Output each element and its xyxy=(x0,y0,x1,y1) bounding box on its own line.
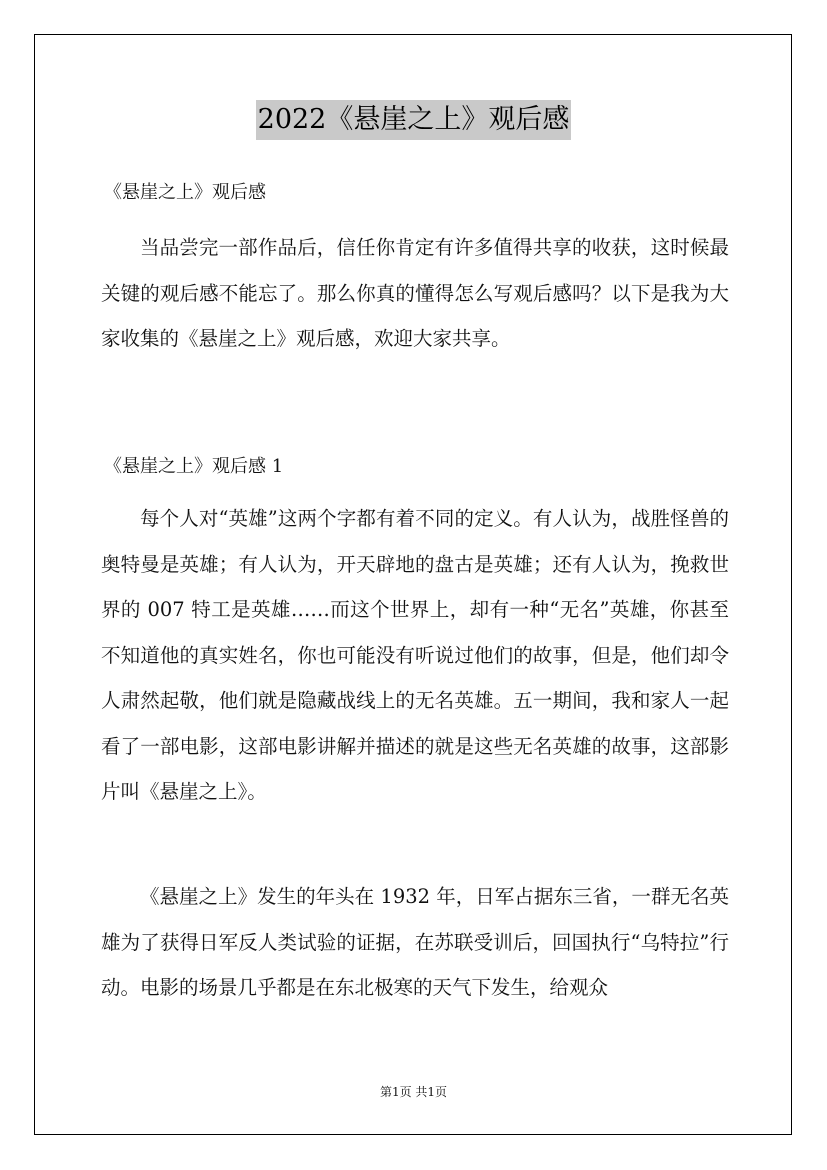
section-heading-intro: 《悬崖之上》观后感 xyxy=(104,182,266,203)
document-title: 2022《悬崖之上》观后感 xyxy=(256,100,572,140)
intro-paragraph: 当品尝完一部作品后，信任你肯定有许多值得共享的收获，这时候最关键的观后感不能忘了。那么你真的懂得怎么写观后感吗？以下是我为大家收集的《悬崖之上》观后感，欢迎大家共享。 xyxy=(101,236,729,350)
section-1-paragraph-1: 每个人对“英雄”这两个字都有着不同的定义。有人认为，战胜怪兽的奥特曼是英雄；有人认为，开天辟地的盘古是英雄；还有人认为，挽救世界的 007 特工是英雄……而这个世界上，却有一种“无名”英雄，你甚至不知道他的真实姓名，你也可能没有听说过他们的故事，但是，他们却令人肃然起敬，他们就是隐藏战线上的无名英雄。五一期间，我和家人一起看了一部电影，这部电影讲解并描述的就是这些无名英雄的故事，这部影片叫《悬崖之上》。 xyxy=(101,507,729,803)
section-1-paragraph-2: 《悬崖之上》发生的年头在 1932 年，日军占据东三省，一群无名英雄为了获得日军反人类试验的证据，在苏联受训后，回国执行“乌特拉”行动。电影的场景几乎都是在东北极寒的天气下发生，给观众 xyxy=(101,885,729,999)
section-heading-1: 《悬崖之上》观后感 1 xyxy=(104,456,284,477)
title-container xyxy=(0,100,827,140)
page-footer: 第1页 共1页 xyxy=(379,1085,448,1099)
